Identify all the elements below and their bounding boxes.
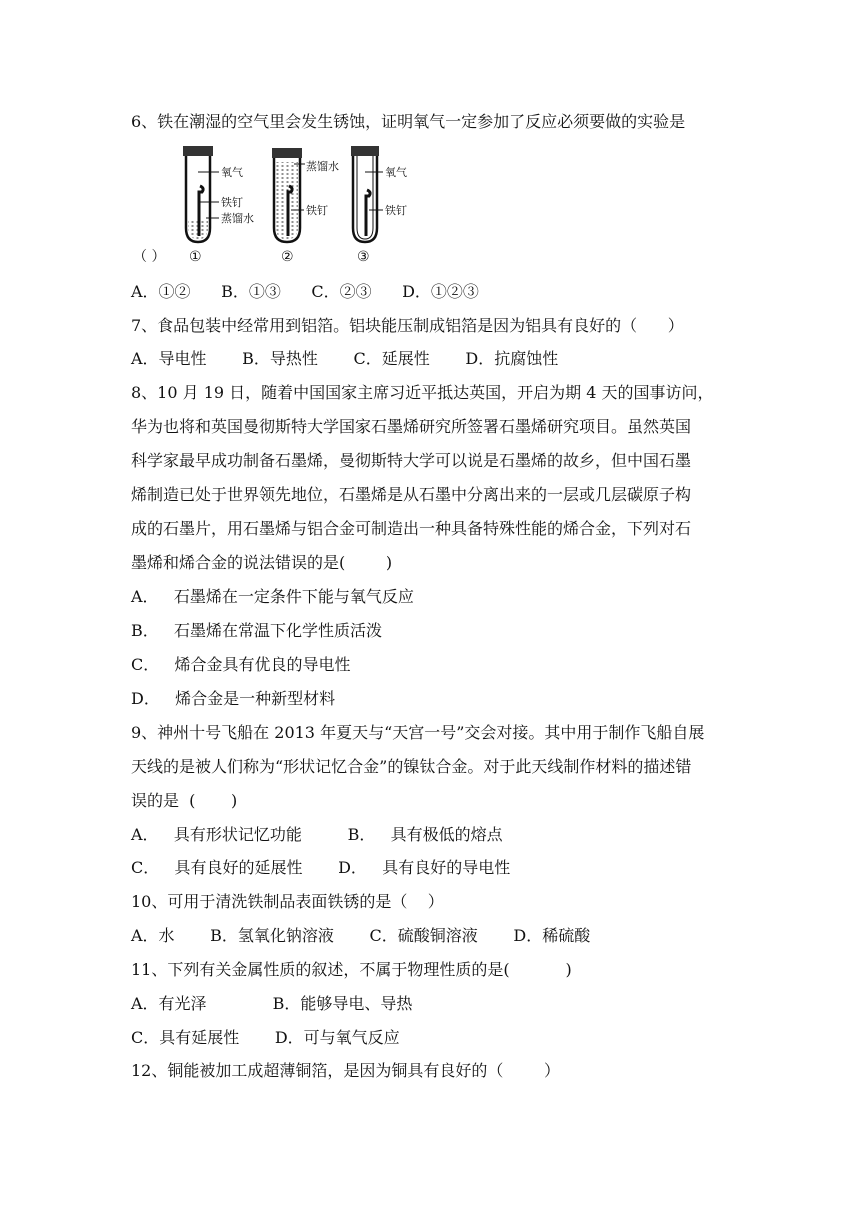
q9-options-cd: C． 具有良好的延展性 D． 具有良好的导电性 [131,858,511,877]
q11-options-ab: A．有光泽 B．能够导电、导热 [131,994,413,1013]
tube-1-stopper [183,146,213,156]
q9-line-2: 天线的是被人们称为“形状记忆合金”的镍钛合金。对于此天线制作材料的描述错 [131,757,692,776]
q8-line-4: 烯制造已处于世界领先地位，石墨烯是从石墨中分离出来的一层或几层碳原子构 [131,485,692,504]
tube-3-label-oxygen: 氧气 [385,166,407,179]
q8-line-2: 华为也将和英国曼彻斯特大学国家石墨烯研究所签署石墨烯研究项目。虽然英国 [131,417,692,436]
q6-stem: 6、铁在潮湿的空气里会发生锈蚀，证明氧气一定参加了反应必须要做的实验是 [131,112,686,131]
tube-1-label-water: 蒸馏水 [221,212,254,225]
q8-option-c: C． 烯合金具有优良的导电性 [131,655,351,674]
q6-answer-paren: （ ） [133,249,166,265]
q12-stem: 12、铜能被加工成超薄铜箔，是因为铜具有良好的（ ） [131,1061,561,1080]
tube-2-label-nail: 铁钉 [306,204,328,217]
q9-line-1: 9、神州十号飞船在 2013 年夏天与“天宫一号”交会对接。其中用于制作飞船自展 [131,723,705,742]
test-tubes-figure [131,140,431,268]
tube-2-label-water: 蒸馏水 [306,160,339,173]
tube-3-nail [366,190,370,236]
q8-option-b: B． 石墨烯在常温下化学性质活泼 [131,621,383,640]
tube-1-label-nail: 铁钉 [221,196,243,209]
tube-1 [183,146,254,242]
q9-options-ab: A． 具有形状记忆功能 B． 具有极低的熔点 [131,825,503,844]
q8-line-5: 成的石墨片，用石墨烯与铝合金可制造出一种具备特殊性能的烯合金，下列对石 [131,519,692,538]
q11-stem: 11、下列有关金属性质的叙述，不属于物理性质的是( ) [131,960,572,979]
q6-options: A．①② B．①③ C．②③ D．①②③ [131,282,479,301]
tube-3-number: ③ [357,249,370,265]
tube-1-number: ① [189,249,202,265]
q10-stem: 10、可用于清洗铁制品表面铁锈的是（ ） [131,892,444,911]
tube-1-label-oxygen: 氧气 [221,166,243,179]
q8-line-1: 8、10 月 19 日，随着中国国家主席习近平抵达英国，开启为期 4 天的国事访问， [131,383,714,402]
q8-line-3: 科学家最早成功制备石墨烯，曼彻斯特大学可以说是石墨烯的故乡，但中国石墨 [131,451,692,470]
tube-3 [351,146,407,242]
tube-3-label-nail: 铁钉 [385,204,407,217]
tube-3-stopper [351,146,379,156]
q11-options-cd: C．具有延展性 D．可与氧气反应 [131,1028,400,1047]
q8-option-d: D． 烯合金是一种新型材料 [131,689,336,708]
q9-line-3: 误的是 ( ) [131,791,238,810]
q8-line-6: 墨烯和烯合金的说法错误的是( ) [131,553,393,572]
q8-option-a: A． 石墨烯在一定条件下能与氧气反应 [131,587,414,606]
tube-2-number: ② [281,249,294,265]
tube-2-stopper [272,148,302,158]
q7-options: A．导电性 B．导热性 C．延展性 D．抗腐蚀性 [131,349,559,368]
q10-options: A．水 B．氢氧化钠溶液 C．硫酸铜溶液 D．稀硫酸 [131,926,591,945]
tube-2 [272,148,339,242]
q7-stem: 7、食品包装中经常用到铝箔。铝块能压制成铝箔是因为铝具有良好的（ ） [131,316,684,335]
